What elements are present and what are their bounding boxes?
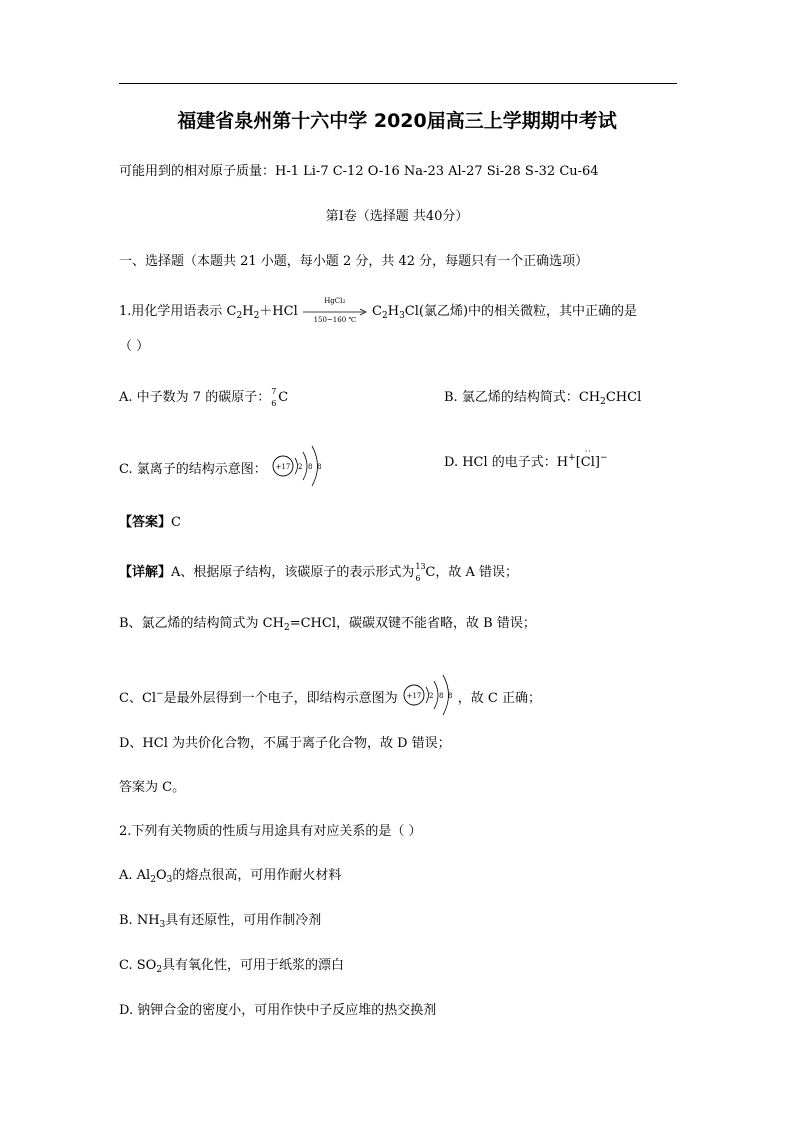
header-rule bbox=[119, 83, 677, 84]
detail-d: D、HCl 为共价化合物，不属于离子化合物，故 D 错误； bbox=[119, 736, 451, 751]
nucleus-label: +17 bbox=[275, 463, 291, 471]
q1-option-b: B. 氯乙烯的结构简式：$CH_2CHCl$ bbox=[444, 390, 642, 407]
q1-option-a: A. 中子数为 7 的碳原子： 7 6 C bbox=[119, 387, 289, 408]
lewis-structure: ·· [Cl] bbox=[575, 447, 600, 470]
q2-stem: 2.下列有关物质的性质与用途具有对应关系的是（ ） bbox=[119, 824, 422, 839]
detail-c: C、Cl−是最外层得到一个电子，即结构示意图为 +17 2 8 8 ，故 C 正确； bbox=[119, 672, 541, 718]
section-heading: 一、选择题（本题共 21 小题，每小题 2 分，共 42 分，每题只有一个正确选项） bbox=[119, 254, 589, 269]
q2-option-c: C. $SO_2$具有氧化性，可用于纸浆的漂白 bbox=[119, 958, 345, 975]
q2-option-b: B. $NH_3$具有还原性，可用作制冷剂 bbox=[119, 913, 322, 930]
shell-1: 2 bbox=[428, 692, 434, 700]
q1-option-c: C. 氯离子的结构示意图： +17 2 8 8 bbox=[119, 443, 327, 489]
detail-a: 【详解】A、根据原子结构，该碳原子的表示形式为 13 6 C，故 A 错误； bbox=[119, 562, 519, 583]
shell-3: 8 bbox=[447, 692, 453, 700]
arrow-icon bbox=[302, 308, 368, 316]
isotope-notation: 13 6 bbox=[415, 562, 426, 583]
q2-option-d: D. 钠钾合金的密度小，可用作快中子反应堆的热交换剂 bbox=[119, 1003, 437, 1018]
detail-b: B、氯乙烯的结构简式为 $CH_2=CHCl$，碳碳双键不能省略，故 B 错误； bbox=[119, 616, 536, 633]
q1-stem: 1.用化学用语表示 $C_2H_2+HCl$ HgCl2 150~160 ℃ $C_2H_3Cl$(氯乙烯)中的相关微粒，其中正确的是 bbox=[119, 296, 638, 324]
shell-2: 8 bbox=[438, 692, 444, 700]
isotope-notation: 7 6 bbox=[271, 387, 277, 408]
condition-label: 150~160 ℃ bbox=[313, 315, 357, 324]
page-title: 福建省泉州第十六中学 2020届高三上学期期中考试 bbox=[177, 110, 617, 132]
shell-1: 2 bbox=[297, 463, 303, 471]
atomic-masses: 可能用到的相对原子质量：H-1 Li-7 C-12 O-16 Na-23 Al-27 Si-28 S-32 Cu-64 bbox=[119, 164, 599, 179]
q1-answer-paren: （ ） bbox=[119, 339, 150, 354]
q2-option-a: A. $Al_2O_3$的熔点很高，可用作耐火材料 bbox=[119, 868, 342, 885]
nucleus-label: +17 bbox=[406, 692, 422, 700]
answer-line: 【答案】C bbox=[119, 515, 181, 530]
chloride-ion-diagram bbox=[402, 672, 458, 718]
q1-option-d: D. HCl 的电子式：H+ ·· [Cl]− bbox=[444, 447, 608, 470]
shell-2: 8 bbox=[307, 463, 313, 471]
reaction-arrow bbox=[302, 296, 368, 324]
volume-heading: 第Ⅰ卷（选择题 共40分） bbox=[325, 209, 469, 224]
shell-3: 8 bbox=[316, 463, 322, 471]
catalyst-label: HgCl2 bbox=[324, 296, 346, 305]
chloride-ion-diagram bbox=[271, 443, 327, 489]
conclusion: 答案为 C。 bbox=[119, 780, 186, 795]
